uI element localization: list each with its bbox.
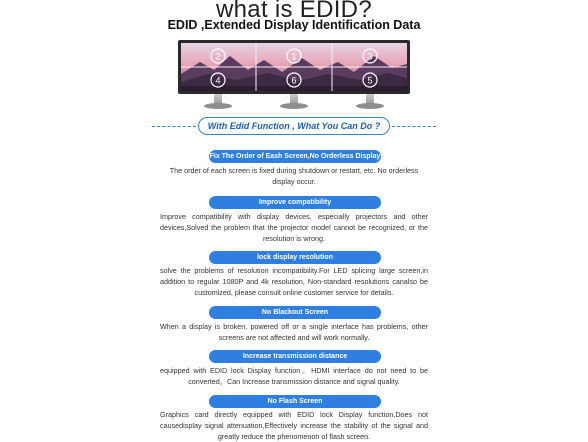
monitor-stand-left bbox=[204, 92, 232, 109]
feature-body-lock-resolution: solve the problems of resolution incompatibility.For LED splicing large screen,in addition to regular 1080P and 4k resolution, Non-standard resolutions canalso be customized, please consult online customer service for details. bbox=[160, 266, 428, 297]
screen-label-bottom-right: 5 bbox=[367, 75, 373, 86]
page-subtitle: EDID ,Extended Display Identification Data bbox=[167, 18, 421, 32]
question-banner: With Edid Function , What You Can Do ? bbox=[198, 117, 390, 135]
feature-title-screen-order: Fix The Order of Eash Screen,No Orderless Display bbox=[209, 150, 381, 163]
feature-body-compatibility: Improve compatibility with display devices, especially projectors and other devices,Solved the problem that the projector model cannot be recognized, or the resolution is wrong. bbox=[160, 212, 428, 243]
screen-label-top-left: 2 bbox=[215, 51, 221, 62]
screen-label-bottom-center: 6 bbox=[291, 75, 297, 86]
page-title: what is EDID? bbox=[216, 0, 372, 23]
monitor-stand-right bbox=[356, 92, 384, 109]
feature-title-transmission-distance: Increase transmission distance bbox=[209, 350, 381, 363]
feature-body-no-blackout: When a display is broken, powered off or a single interface has problems, other screens are not affected and will work normally. bbox=[160, 322, 428, 342]
feature-title-lock-resolution: lock display resolution bbox=[209, 251, 381, 264]
feature-body-no-flash: Graphics card directly equipped with EDID lock Display function,Does not causedisplay signal attenuation,Effectively increase the stability of the signal and greatly reduce the phenomenon of flash screen. bbox=[160, 410, 428, 441]
screen-label-top-right: 3 bbox=[367, 51, 373, 62]
screen-label-top-center: 1 bbox=[291, 51, 297, 62]
feature-title-compatibility: Improve compatibility bbox=[209, 196, 381, 209]
monitor-wall-image bbox=[178, 40, 410, 112]
feature-title-no-blackout: No Blackout Screen bbox=[209, 306, 381, 319]
feature-body-transmission-distance: equipped with EDID lock Display function。HDMI interface do not need to be converted。Can Increase transmission distance and signal quality. bbox=[160, 366, 428, 386]
dashed-divider-left bbox=[152, 126, 196, 127]
feature-title-no-flash: No Flash Screen bbox=[209, 395, 381, 408]
feature-body-screen-order: The order of each screen is fixed during shutdown or restart, etc. No orderless display occur. bbox=[169, 166, 419, 186]
dashed-divider-right bbox=[392, 126, 436, 127]
monitor-stand-center bbox=[280, 92, 308, 109]
screen-label-bottom-left: 4 bbox=[215, 75, 221, 86]
